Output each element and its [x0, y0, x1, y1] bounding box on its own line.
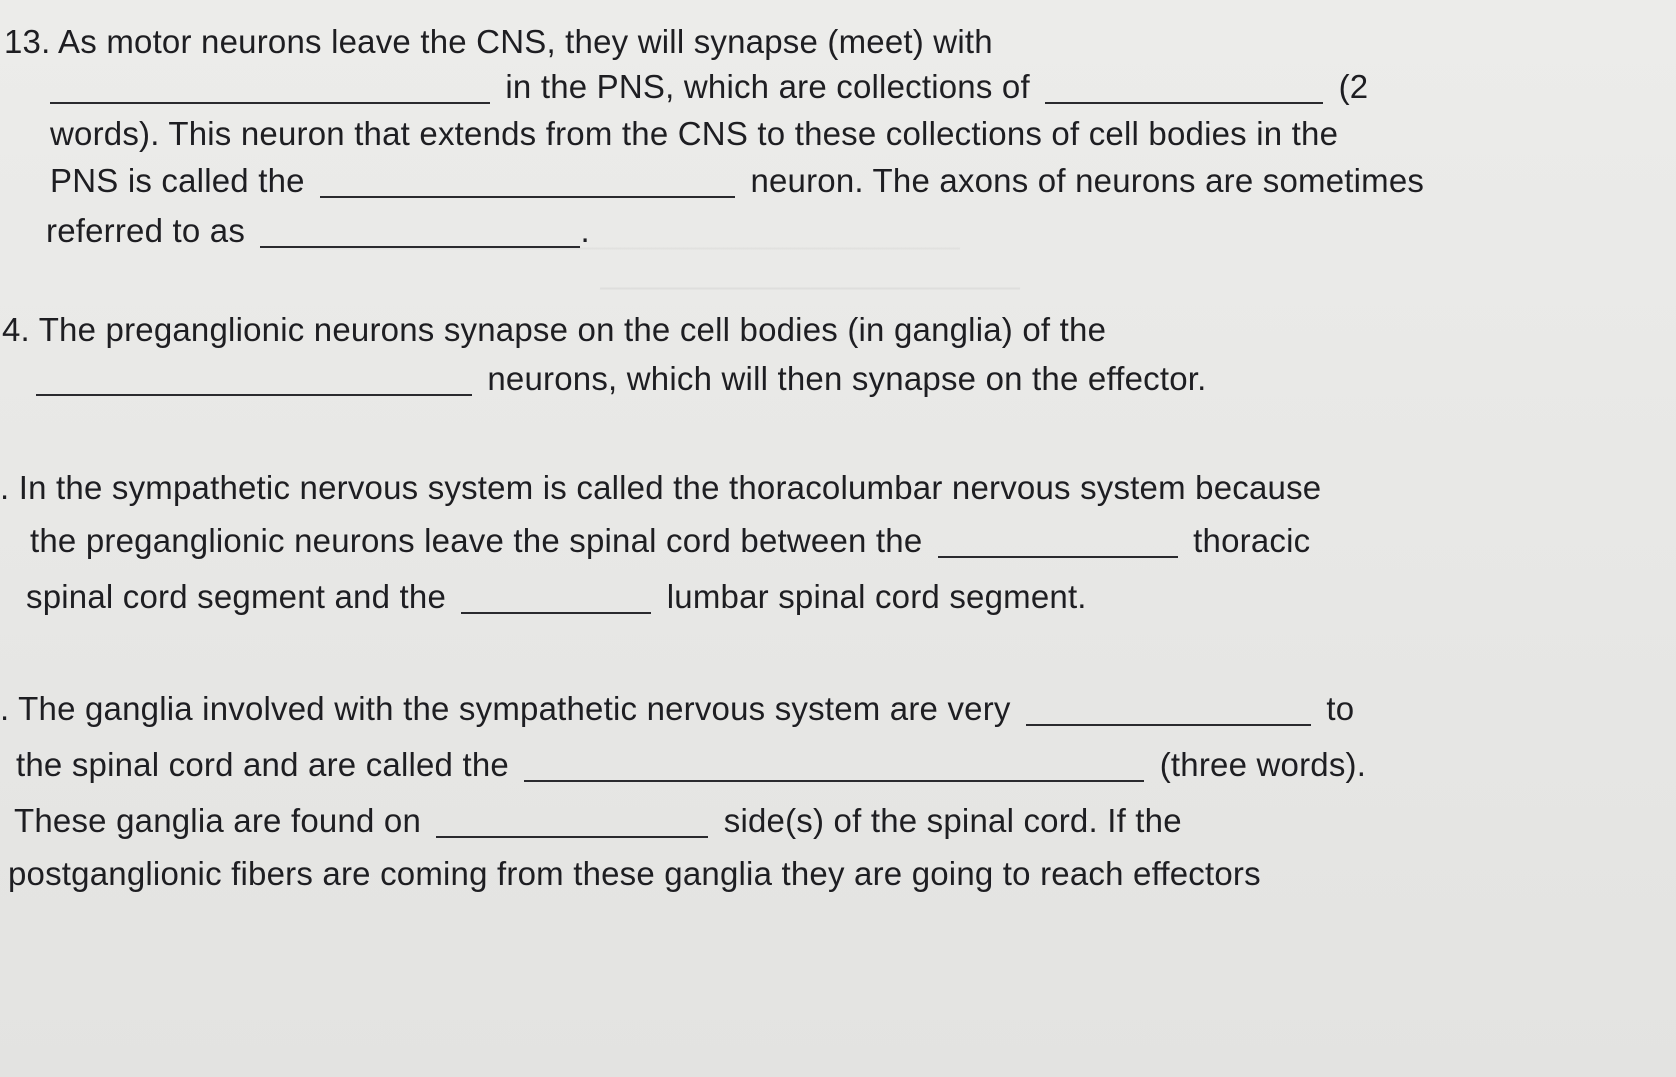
q16-text-3a: These ganglia are found on [14, 802, 422, 839]
q15-blank-thoracic[interactable] [938, 526, 1178, 558]
q13-number: 13. [4, 23, 51, 60]
q15-text-2b: thoracic [1193, 522, 1311, 559]
q13-text-5b: . [580, 212, 590, 249]
q13-text-2a: in the PNS, which are collections of [505, 68, 1030, 105]
q13-text-1: As motor neurons leave the CNS, they will synapse (meet) with [58, 23, 993, 60]
q14-blank-neuron-type[interactable] [36, 364, 472, 396]
q13-blank-neuron-type[interactable] [320, 166, 735, 198]
q13-line-1 [4, 22, 993, 62]
q14-text-1: The preganglionic neurons synapse on the cell bodies (in ganglia) of the [38, 311, 1107, 348]
q13-line-4 [50, 160, 1424, 201]
q15-text-3b: lumbar spinal cord segment. [666, 578, 1087, 615]
q13-text-4b: neuron. The axons of neurons are sometimes [750, 162, 1425, 199]
q15-text-2a: the preganglionic neurons leave the spinal cord between the [30, 522, 923, 559]
q13-line-5 [46, 210, 590, 251]
q14-number: 4. [2, 311, 30, 348]
q15-text-3a: spinal cord segment and the [26, 578, 446, 615]
q13-text-2b: (2 [1338, 68, 1369, 105]
q13-line-2 [50, 66, 1368, 107]
q16-text-2b: (three words). [1159, 746, 1367, 783]
q16-blank-proximity[interactable] [1026, 694, 1311, 726]
q15-blank-lumbar[interactable] [461, 582, 651, 614]
q14-line-2 [36, 358, 1207, 399]
q15-number: . [0, 469, 10, 506]
q16-number: . [0, 690, 10, 727]
q16-text-2a: the spinal cord and are called the [16, 746, 509, 783]
q15-text-1: In the sympathetic nervous system is called the thoracolumbar nervous system because [18, 469, 1322, 506]
q13-text-5a: referred to as [46, 212, 246, 249]
q16-text-1b: to [1326, 690, 1355, 727]
q13-blank-axon-term[interactable] [260, 216, 580, 248]
q13-text-4a: PNS is called the [50, 162, 305, 199]
q15-line-3 [26, 576, 1087, 617]
q14-text-2: neurons, which will then synapse on the effector. [487, 360, 1207, 397]
q13-text-3: words). This neuron that extends from the CNS to these collections of cell bodies in the [50, 115, 1339, 152]
q16-text-1a: The ganglia involved with the sympathetic nervous system are very [18, 690, 1011, 727]
bleed-through-text: —————————————— [600, 270, 1020, 303]
q16-blank-ganglia-name[interactable] [524, 750, 1144, 782]
q16-blank-sides[interactable] [436, 806, 708, 838]
q16-text-4: postganglionic fibers are coming from these ganglia they are going to reach effectors [8, 855, 1261, 892]
q13-line-3 [50, 114, 1338, 154]
q16-line-3 [14, 800, 1182, 841]
q15-line-1 [0, 468, 1321, 508]
q13-blank-collections[interactable] [1045, 72, 1323, 104]
q14-line-1 [2, 310, 1106, 350]
q13-blank-ganglia[interactable] [50, 72, 490, 104]
q16-line-1 [0, 688, 1354, 729]
q16-text-3b: side(s) of the spinal cord. If the [723, 802, 1182, 839]
q16-line-2 [16, 744, 1366, 785]
q15-line-2 [30, 520, 1310, 561]
q16-line-4 [8, 854, 1261, 894]
